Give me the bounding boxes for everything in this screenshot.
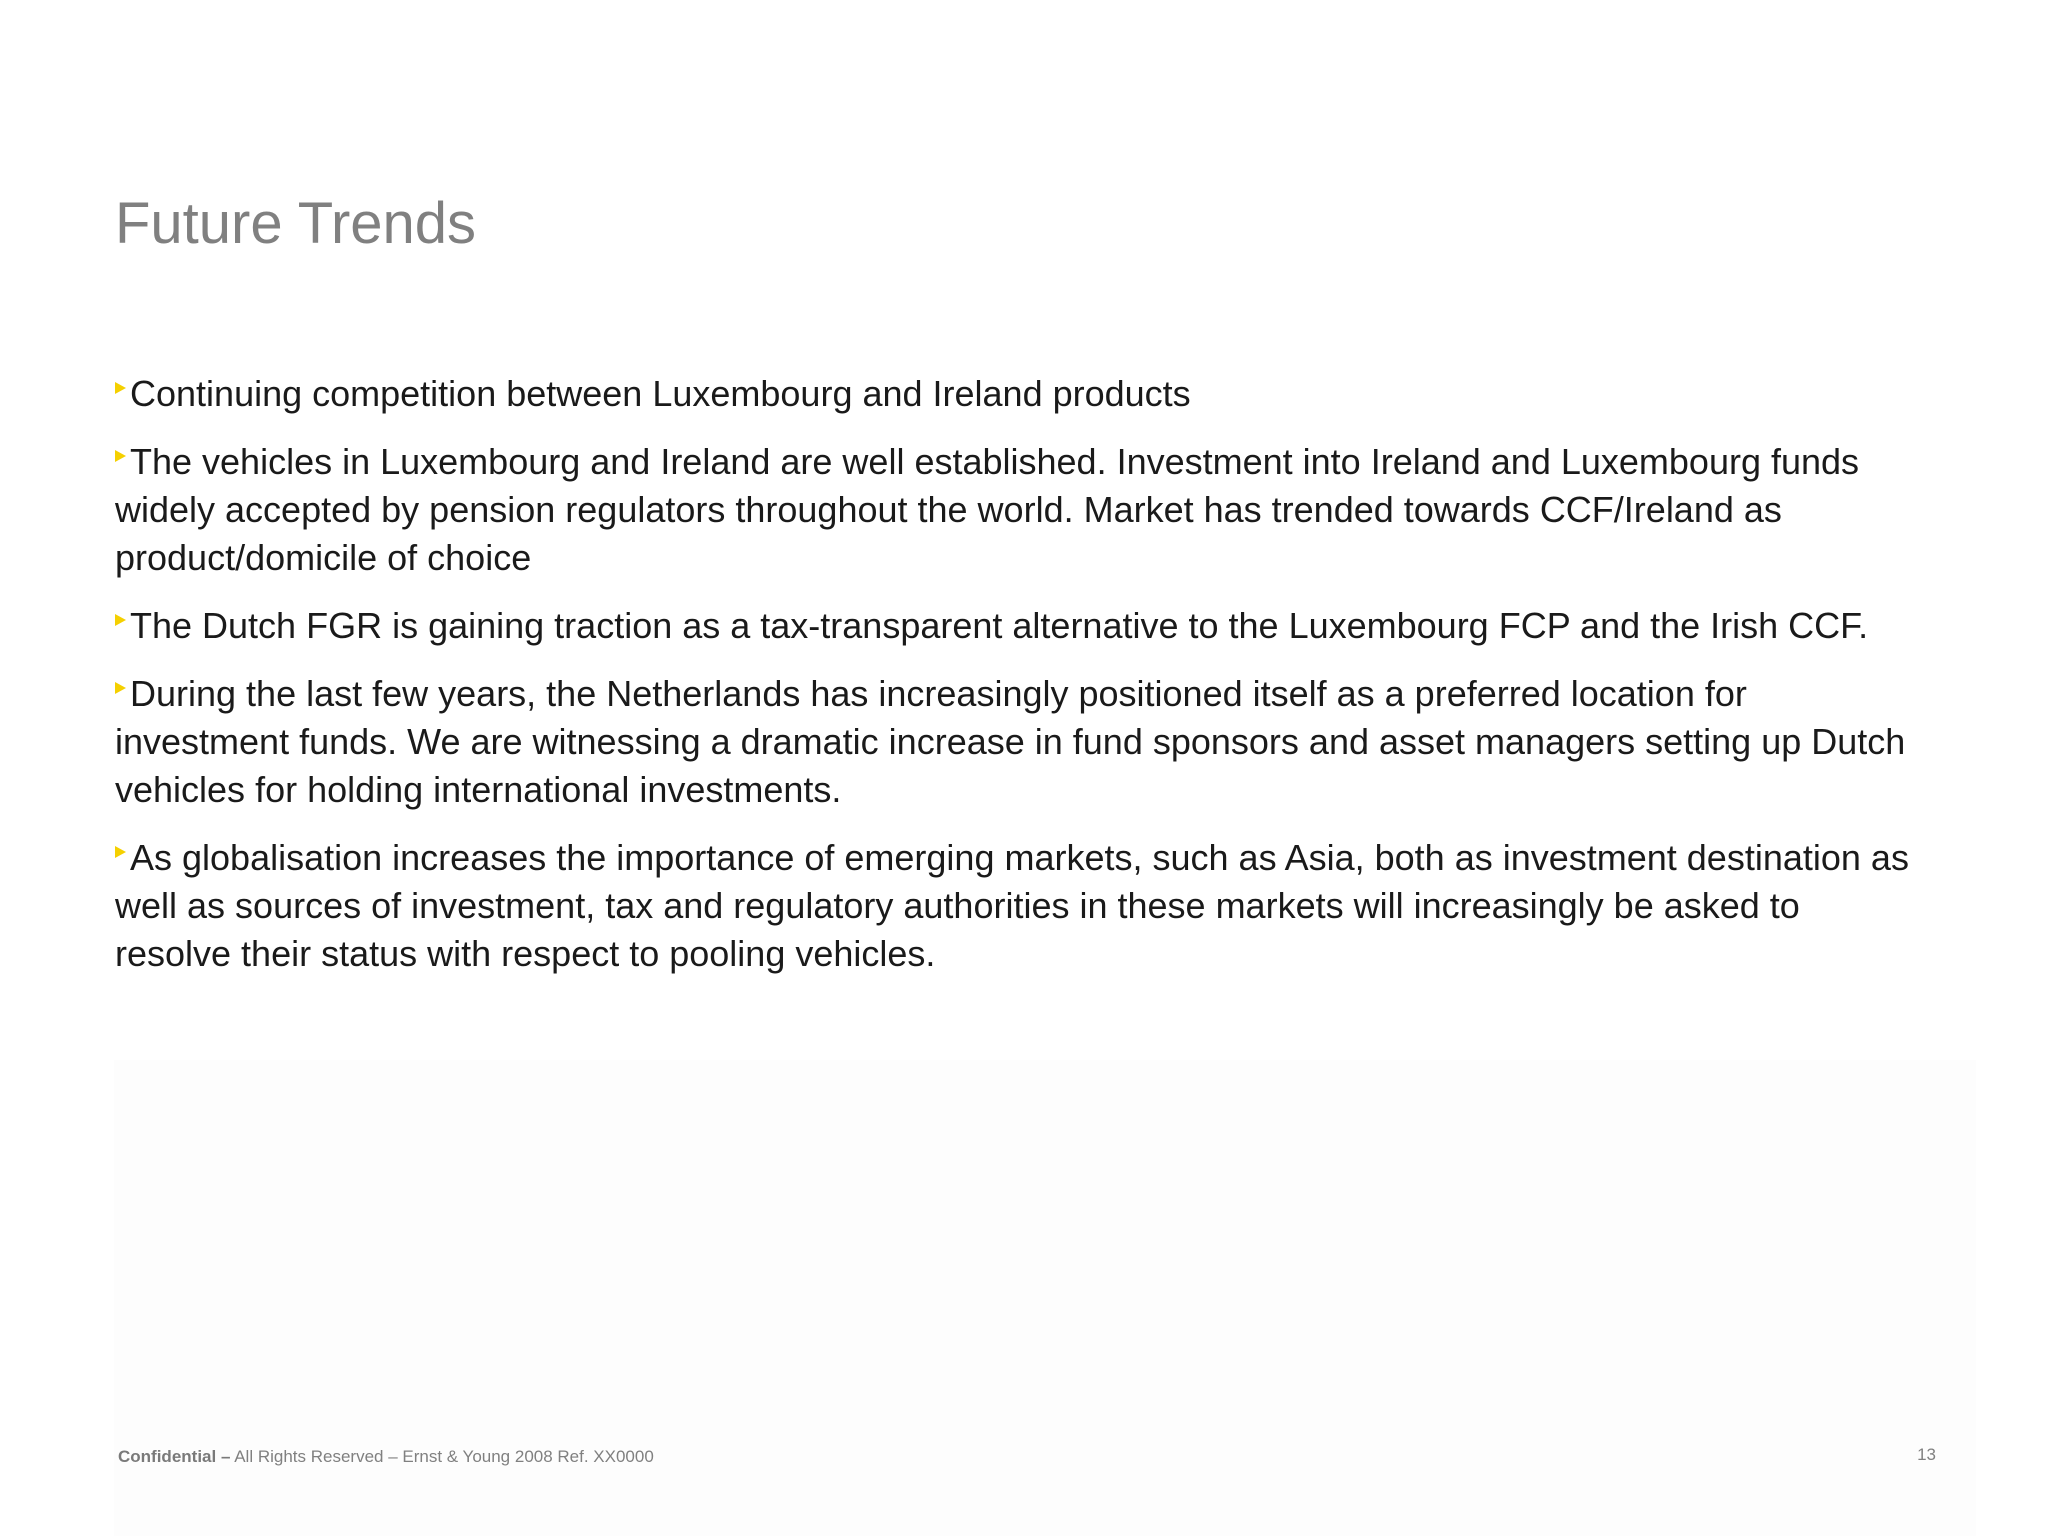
triangle-bullet-icon [115, 450, 126, 462]
confidential-label: Confidential – [118, 1447, 231, 1466]
triangle-bullet-icon [115, 846, 126, 858]
page-number: 13 [1917, 1445, 1936, 1464]
triangle-bullet-icon [115, 382, 126, 394]
bullet-text-1: Continuing competition between Luxembourg and Ireland products [130, 373, 1191, 414]
rights-text: All Rights Reserved – Ernst & Young 2008 Ref. XX0000 [234, 1447, 654, 1466]
bullet-item-1 [115, 370, 1915, 418]
bullet-item-4 [115, 670, 1915, 814]
bullet-list [115, 370, 1915, 998]
bullet-item-3 [115, 602, 1915, 650]
bullet-item-2 [115, 438, 1915, 582]
slide-title: Future Trends [115, 191, 477, 256]
triangle-bullet-icon [115, 614, 126, 626]
bullet-text-5: As globalisation increases the importance of emerging markets, such as Asia, both as investment destination as well as sources of investment, tax and regulatory authorities in these markets will increasingly be asked to resolve their status with respect to pooling vehicles. [115, 837, 1909, 974]
footer-confidential [118, 1446, 654, 1468]
bullet-text-4: During the last few years, the Netherlands has increasingly positioned itself as a preferred location for investment funds. We are witnessing a dramatic increase in fund sponsors and asset managers setting up Dutch vehicles for holding international investments. [115, 673, 1906, 810]
bullet-item-5 [115, 834, 1915, 978]
triangle-bullet-icon [115, 682, 126, 694]
bullet-text-3: The Dutch FGR is gaining traction as a tax-transparent alternative to the Luxembourg FCP and the Irish CCF. [130, 605, 1869, 646]
bullet-text-2: The vehicles in Luxembourg and Ireland are well established. Investment into Ireland and Luxembourg funds widely accepted by pension regulators throughout the world. Market has trended towards CCF/Ireland as product/domicile of choice [115, 441, 1860, 578]
